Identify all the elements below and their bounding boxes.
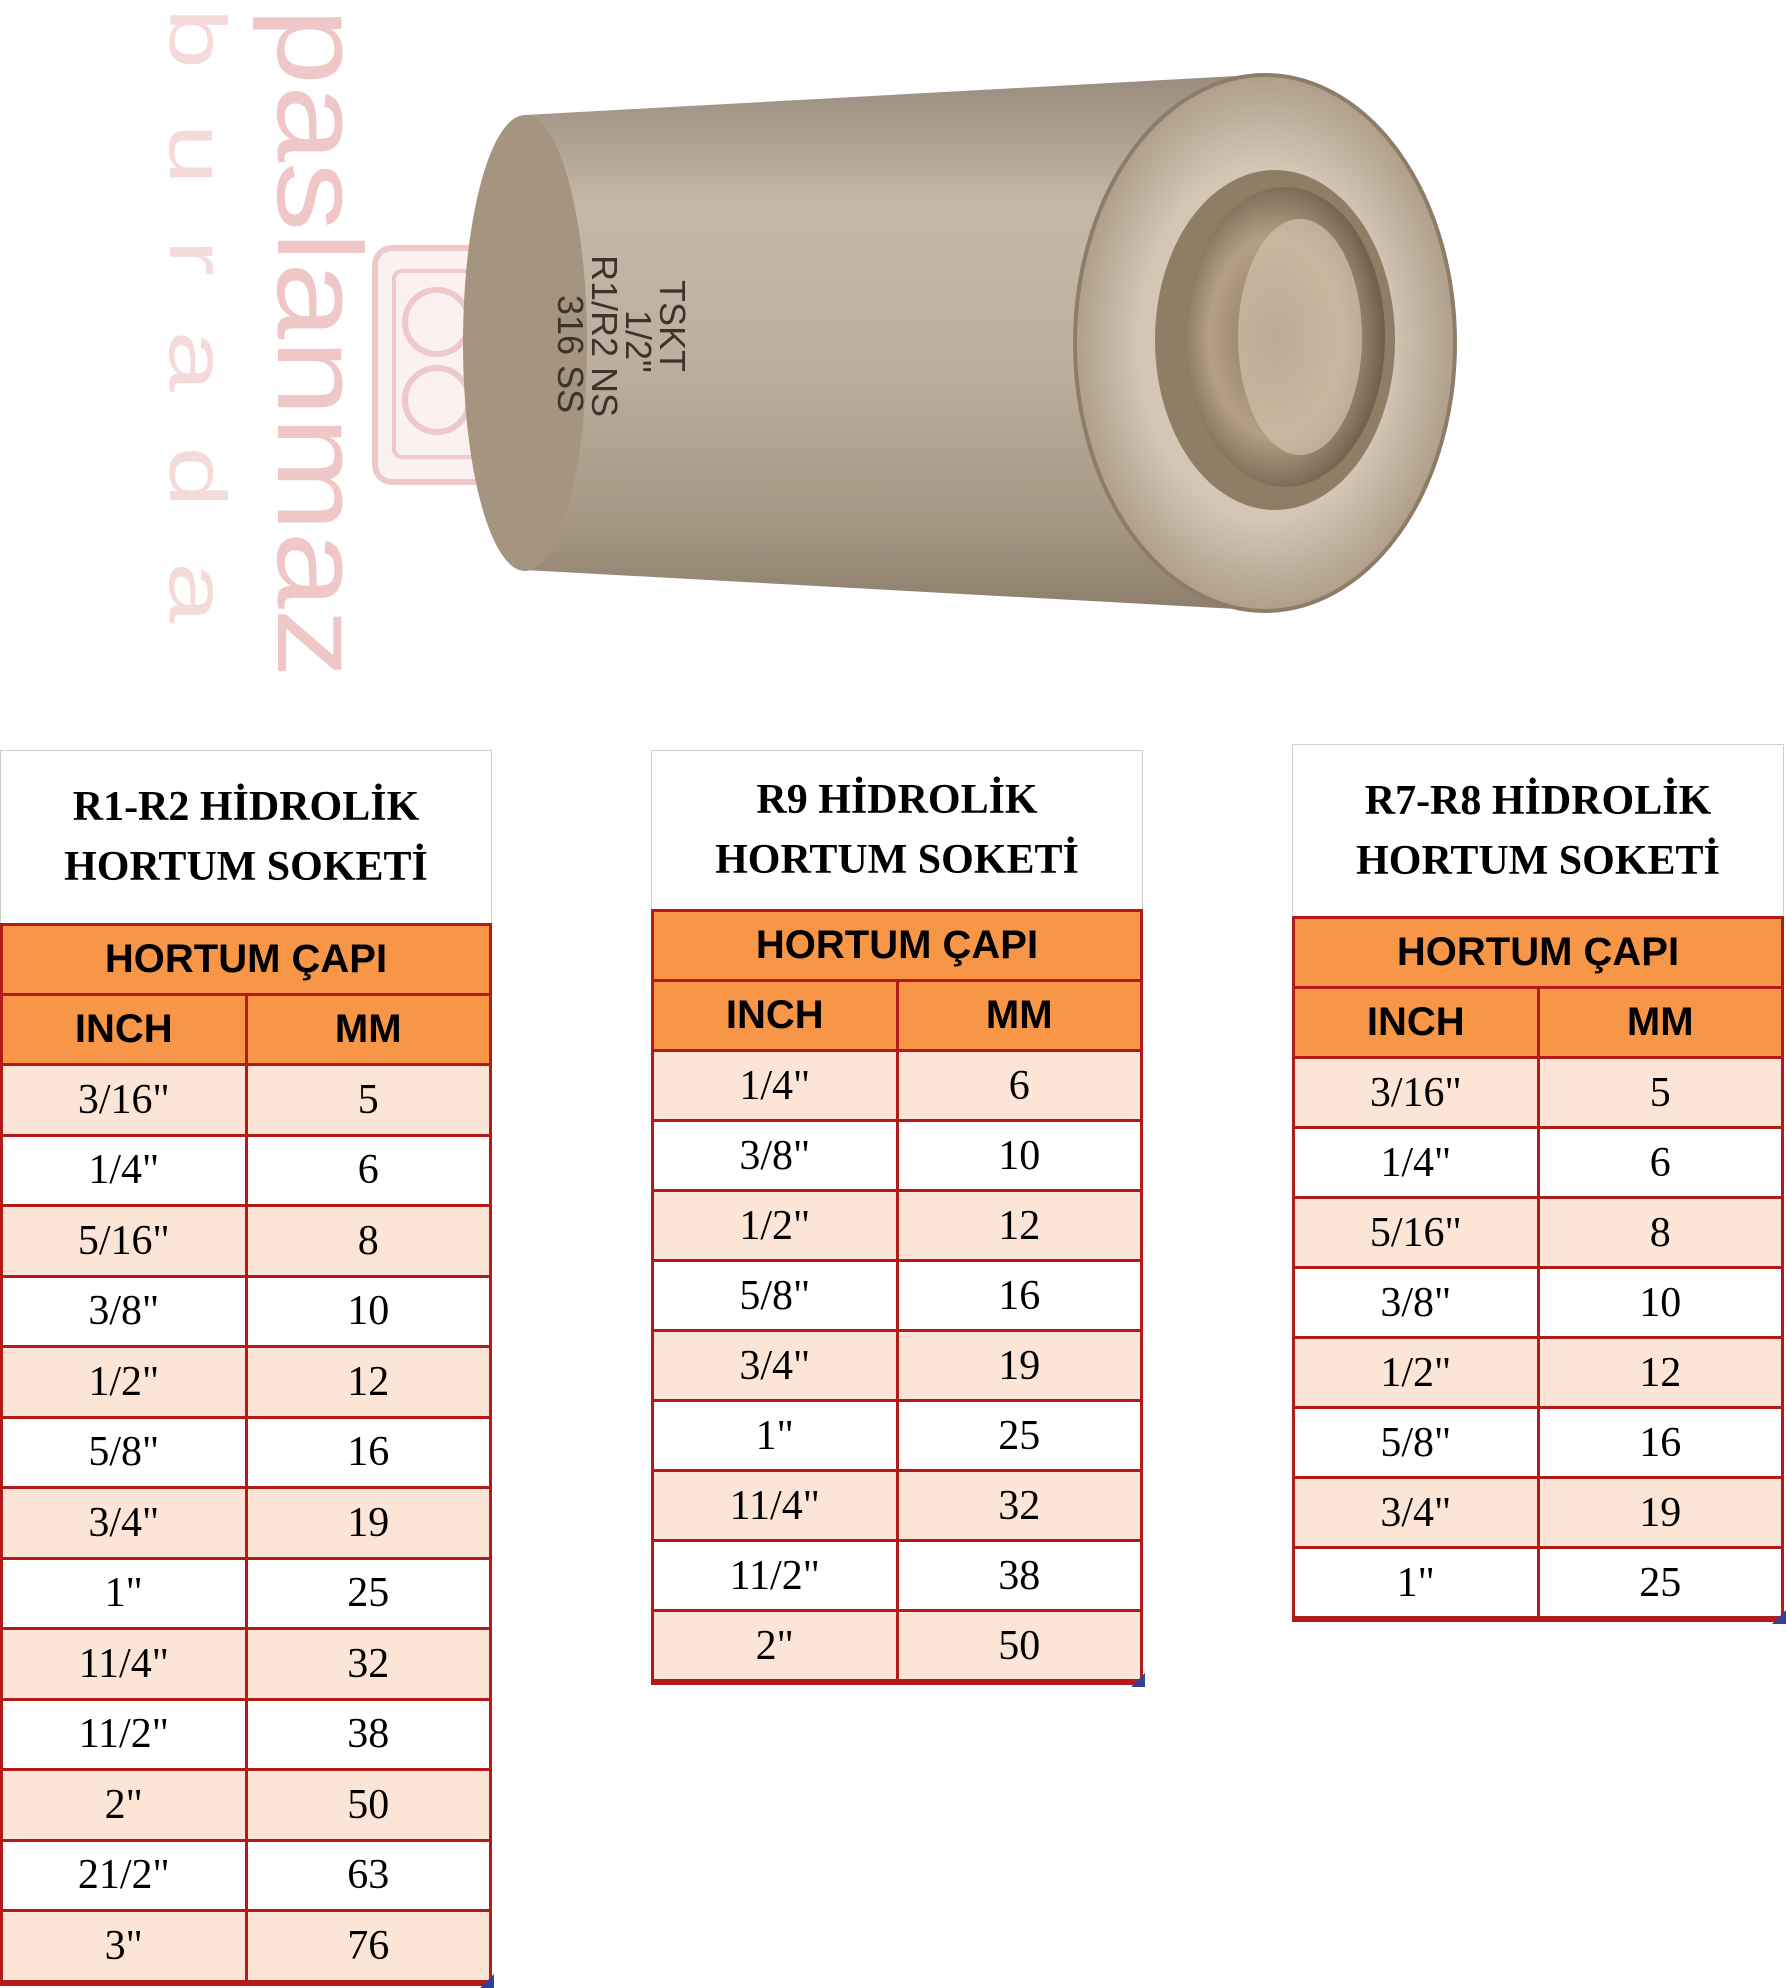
- cell-inch: 5/8": [3, 1419, 245, 1487]
- table-row: [3, 1348, 489, 1419]
- table-title-line-1: R7-R8 HİDROLİK: [1364, 777, 1712, 824]
- cell-inch: 1/2": [1295, 1339, 1537, 1406]
- table-header-hose-diameter: HORTUM ÇAPI: [3, 926, 489, 996]
- cell-mm: 12: [896, 1192, 1141, 1259]
- table-row: [3, 1560, 489, 1631]
- product-hose-socket-image: [430, 55, 1450, 630]
- engraving-line-3: R1/R2 NS: [584, 255, 625, 418]
- column-header-inch: INCH: [1295, 989, 1537, 1056]
- corner-resize-icon: [480, 1974, 494, 1988]
- cell-inch: 11/4": [3, 1630, 245, 1698]
- cell-mm: 16: [245, 1419, 490, 1487]
- cell-inch: 11/4": [654, 1472, 896, 1539]
- table-row: [1295, 1549, 1781, 1619]
- table-title-line-2: HORTUM SOKETİ: [715, 837, 1079, 883]
- cell-mm: 10: [245, 1278, 490, 1346]
- cell-mm: 25: [1537, 1549, 1782, 1616]
- table-title: [651, 750, 1143, 909]
- cell-inch: 1/4": [1295, 1129, 1537, 1196]
- table-r1-r2: [0, 750, 492, 1986]
- table-row: [3, 1207, 489, 1278]
- cell-mm: 38: [245, 1701, 490, 1769]
- table-row: [654, 1192, 1140, 1262]
- cell-inch: 3/16": [3, 1066, 245, 1134]
- table-header-hose-diameter: HORTUM ÇAPI: [654, 912, 1140, 982]
- cell-inch: 2": [3, 1771, 245, 1839]
- table-row: [1295, 1129, 1781, 1199]
- cell-inch: 3/4": [3, 1489, 245, 1557]
- engraving-line-2: 1/2": [618, 310, 659, 373]
- cell-mm: 50: [245, 1771, 490, 1839]
- table-row: [654, 1612, 1140, 1682]
- watermark-brand-text: [40, 8, 386, 688]
- cell-inch: 21/2": [3, 1842, 245, 1910]
- table-title-line-1: R1-R2 HİDROLİK: [72, 784, 420, 830]
- cell-mm: 10: [1537, 1269, 1782, 1336]
- column-header-mm: MM: [245, 996, 490, 1063]
- column-header-inch: INCH: [3, 996, 245, 1063]
- cell-inch: 5/8": [654, 1262, 896, 1329]
- cell-inch: 3/4": [654, 1332, 896, 1399]
- table-title: [0, 750, 492, 923]
- table-title: [1292, 744, 1784, 916]
- table-title-line-2: HORTUM SOKETİ: [64, 844, 428, 890]
- cell-mm: 8: [1537, 1199, 1782, 1266]
- table-row: [3, 1489, 489, 1560]
- cell-inch: 3": [3, 1912, 245, 1980]
- table-row: [3, 1066, 489, 1137]
- table-subheader-row: [3, 996, 489, 1066]
- table-row: [654, 1052, 1140, 1122]
- watermark-line-1: paslanmaz: [252, 8, 386, 589]
- cell-inch: 5/8": [1295, 1409, 1537, 1476]
- cell-mm: 6: [245, 1137, 490, 1205]
- table-row: [3, 1912, 489, 1983]
- cell-inch: 11/2": [3, 1701, 245, 1769]
- table-row: [3, 1137, 489, 1208]
- cell-mm: 19: [245, 1489, 490, 1557]
- cell-inch: 5/16": [1295, 1199, 1537, 1266]
- cell-mm: 32: [896, 1472, 1141, 1539]
- table-row: [654, 1402, 1140, 1472]
- table-row: [1295, 1339, 1781, 1409]
- cell-mm: 19: [896, 1332, 1141, 1399]
- cell-inch: 1": [654, 1402, 896, 1469]
- table-row: [3, 1419, 489, 1490]
- table-row: [1295, 1199, 1781, 1269]
- table-row: [3, 1630, 489, 1701]
- table-title-line-1: R9 HİDROLİK: [756, 777, 1038, 823]
- cell-inch: 2": [654, 1612, 896, 1679]
- table-row: [654, 1542, 1140, 1612]
- cell-mm: 5: [245, 1066, 490, 1134]
- table-row: [3, 1278, 489, 1349]
- column-header-mm: MM: [896, 982, 1141, 1049]
- cell-mm: 16: [896, 1262, 1141, 1329]
- cell-mm: 50: [896, 1612, 1141, 1679]
- table-row: [1295, 1409, 1781, 1479]
- table-row: [1295, 1269, 1781, 1339]
- cell-mm: 32: [245, 1630, 490, 1698]
- cell-inch: 11/2": [654, 1542, 896, 1609]
- table-row: [654, 1332, 1140, 1402]
- cell-inch: 3/4": [1295, 1479, 1537, 1546]
- cell-inch: 3/16": [1295, 1059, 1537, 1126]
- cell-inch: 3/8": [654, 1122, 896, 1189]
- cell-inch: 1/2": [654, 1192, 896, 1259]
- table-r9: [651, 750, 1143, 1685]
- cell-mm: 10: [896, 1122, 1141, 1189]
- engraving-line-4: 316 SS: [550, 295, 591, 414]
- table-title-line-2: HORTUM SOKETİ: [1356, 837, 1720, 884]
- cell-inch: 1": [3, 1560, 245, 1628]
- watermark-line-2: burada: [153, 8, 242, 498]
- cell-mm: 8: [245, 1207, 490, 1275]
- table-row: [3, 1701, 489, 1772]
- table-row: [1295, 1059, 1781, 1129]
- cell-mm: 16: [1537, 1409, 1782, 1476]
- cell-mm: 38: [896, 1542, 1141, 1609]
- cell-inch: 1": [1295, 1549, 1537, 1616]
- table-row: [3, 1842, 489, 1913]
- corner-resize-icon: [1772, 1610, 1786, 1624]
- cell-mm: 5: [1537, 1059, 1782, 1126]
- cell-mm: 12: [1537, 1339, 1782, 1406]
- table-row: [1295, 1479, 1781, 1549]
- cell-inch: 5/16": [3, 1207, 245, 1275]
- table-header-hose-diameter: HORTUM ÇAPI: [1295, 919, 1781, 989]
- table-row: [3, 1771, 489, 1842]
- column-header-inch: INCH: [654, 982, 896, 1049]
- cell-inch: 3/8": [1295, 1269, 1537, 1336]
- cell-mm: 6: [1537, 1129, 1782, 1196]
- cell-mm: 76: [245, 1912, 490, 1980]
- table-row: [654, 1472, 1140, 1542]
- cell-inch: 1/4": [654, 1052, 896, 1119]
- table-subheader-row: [1295, 989, 1781, 1059]
- cell-mm: 25: [245, 1560, 490, 1628]
- cell-inch: 3/8": [3, 1278, 245, 1346]
- table-row: [654, 1122, 1140, 1192]
- cell-mm: 19: [1537, 1479, 1782, 1546]
- cell-mm: 25: [896, 1402, 1141, 1469]
- cell-inch: 1/2": [3, 1348, 245, 1416]
- corner-resize-icon: [1131, 1673, 1145, 1687]
- table-row: [654, 1262, 1140, 1332]
- cell-inch: 1/4": [3, 1137, 245, 1205]
- cell-mm: 63: [245, 1842, 490, 1910]
- engraving-line-1: TSKT: [652, 280, 693, 373]
- table-r7-r8: [1292, 744, 1784, 1622]
- cell-mm: 6: [896, 1052, 1141, 1119]
- column-header-mm: MM: [1537, 989, 1782, 1056]
- cell-mm: 12: [245, 1348, 490, 1416]
- table-subheader-row: [654, 982, 1140, 1052]
